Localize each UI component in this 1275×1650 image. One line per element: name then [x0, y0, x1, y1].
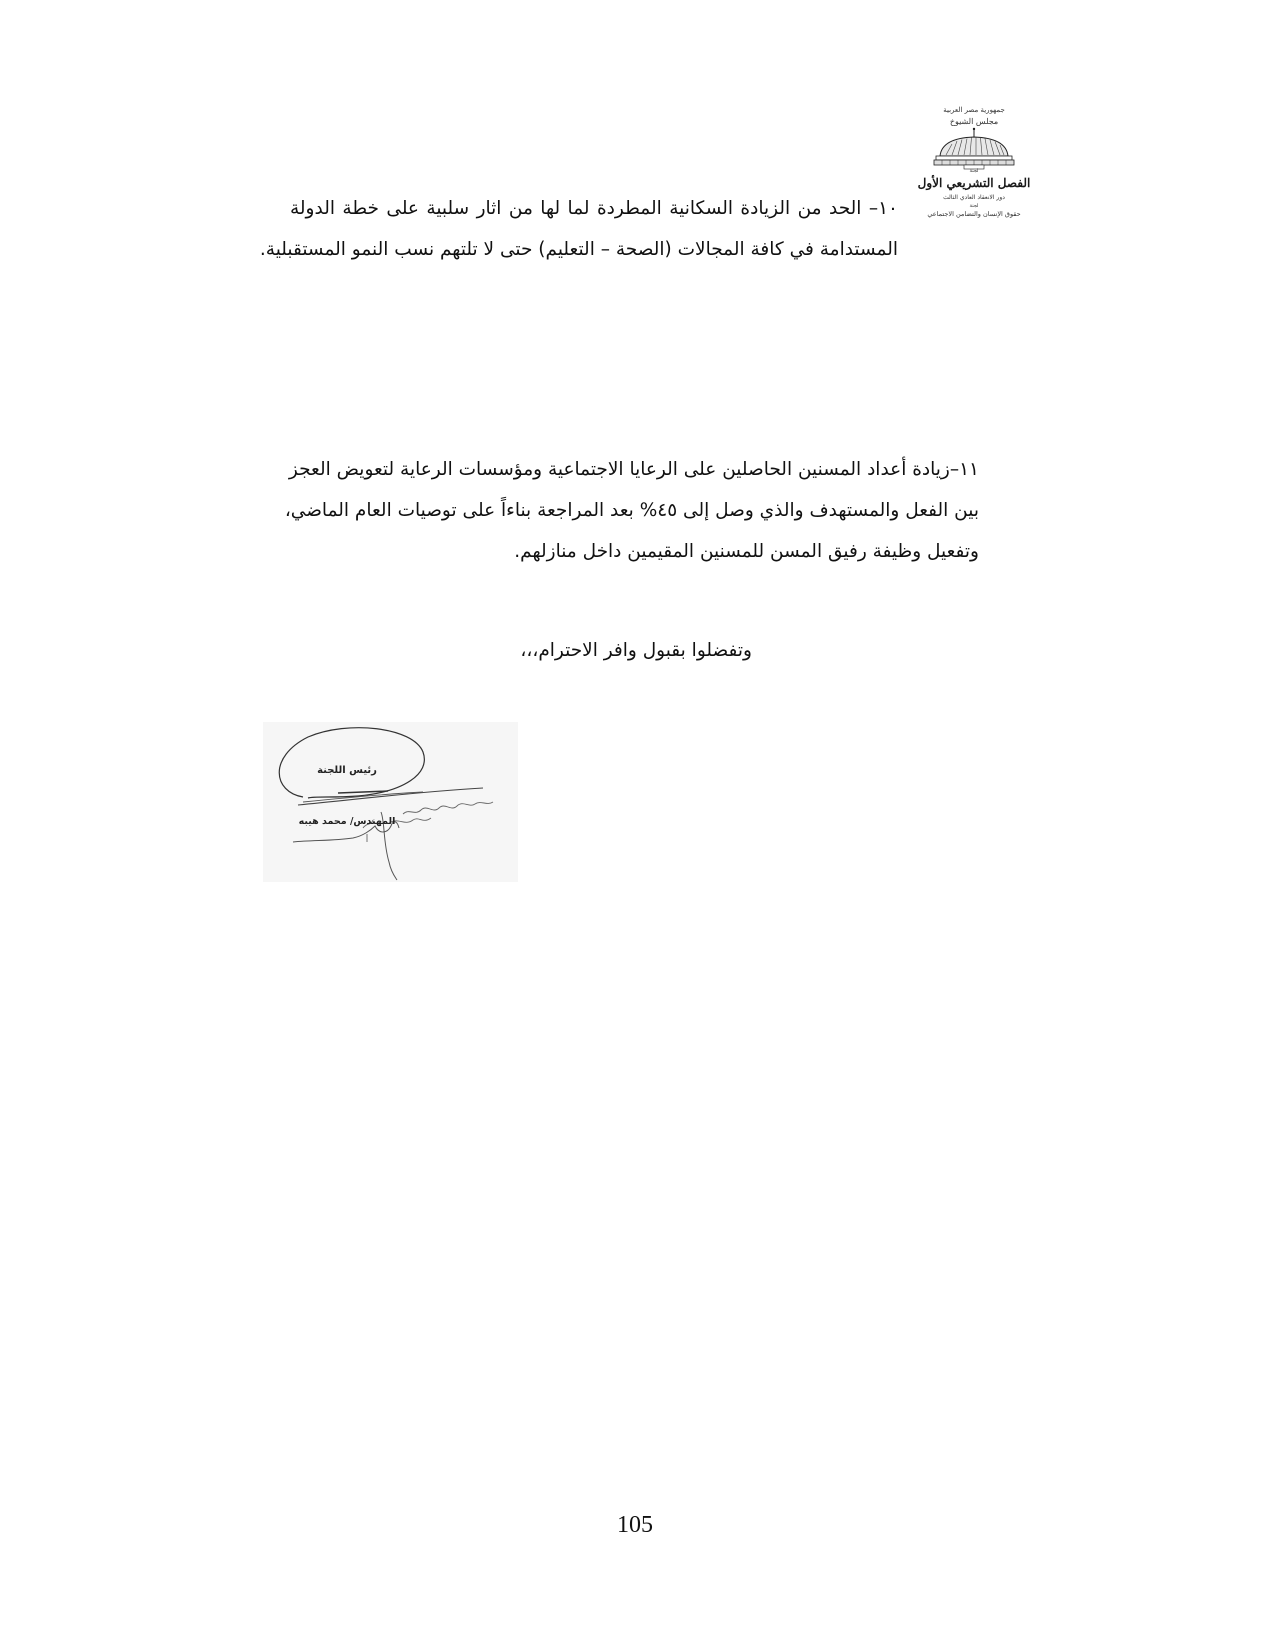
logo-term-text: الفصل التشريعي الأول — [917, 176, 1031, 190]
recommendation-line: وتفعيل وظيفة رفيق المسن للمسنين المقيمين داخل منازلهم. — [514, 541, 979, 562]
recommendation-line: بين الفعل والمستهدف والذي وصل إلى ٤٥% بعد المراجعة بناءاً على توصيات العام الماضي، — [284, 500, 979, 521]
recommendation-line: المستدامة في كافة المجالات (الصحة – التعليم) حتى لا تلتهم نسب النمو المستقبلية. — [259, 239, 898, 260]
logo-small-label: لجنة — [969, 168, 979, 174]
page-number: 105 — [617, 1512, 653, 1538]
recommendation-11 — [284, 449, 979, 572]
signature-block — [263, 722, 518, 882]
logo-committee-name: حقوق الإنسان والتضامن الاجتماعي — [927, 210, 1021, 218]
closing-salutation: وتفضلوا بقبول وافر الاحترام،،، — [520, 640, 752, 661]
recommendation-line: ١١–زيادة أعداد المسنين الحاصلين على الرعايا الاجتماعية ومؤسسات الرعاية لتعويض العجز — [288, 459, 979, 480]
senate-committee-logo — [912, 104, 1036, 246]
signatory-name: المهندس/ محمد هيبه — [298, 816, 396, 827]
logo-senate-text: مجلس الشيوخ — [949, 117, 999, 126]
logo-country-text: جمهورية مصر العربية — [943, 106, 1005, 114]
logo-committee-label: لجنة — [969, 203, 979, 209]
recommendation-line: ١٠– الحد من الزيادة السكانية المطردة لما لها من اثار سلبية على خطة الدولة — [290, 198, 898, 219]
logo-session-text: دور الانعقاد العادي الثالث — [943, 194, 1005, 201]
handwritten-signature-icon — [263, 722, 518, 882]
signature-title: رئيس اللجنة — [317, 765, 377, 776]
recommendation-10 — [259, 188, 898, 270]
